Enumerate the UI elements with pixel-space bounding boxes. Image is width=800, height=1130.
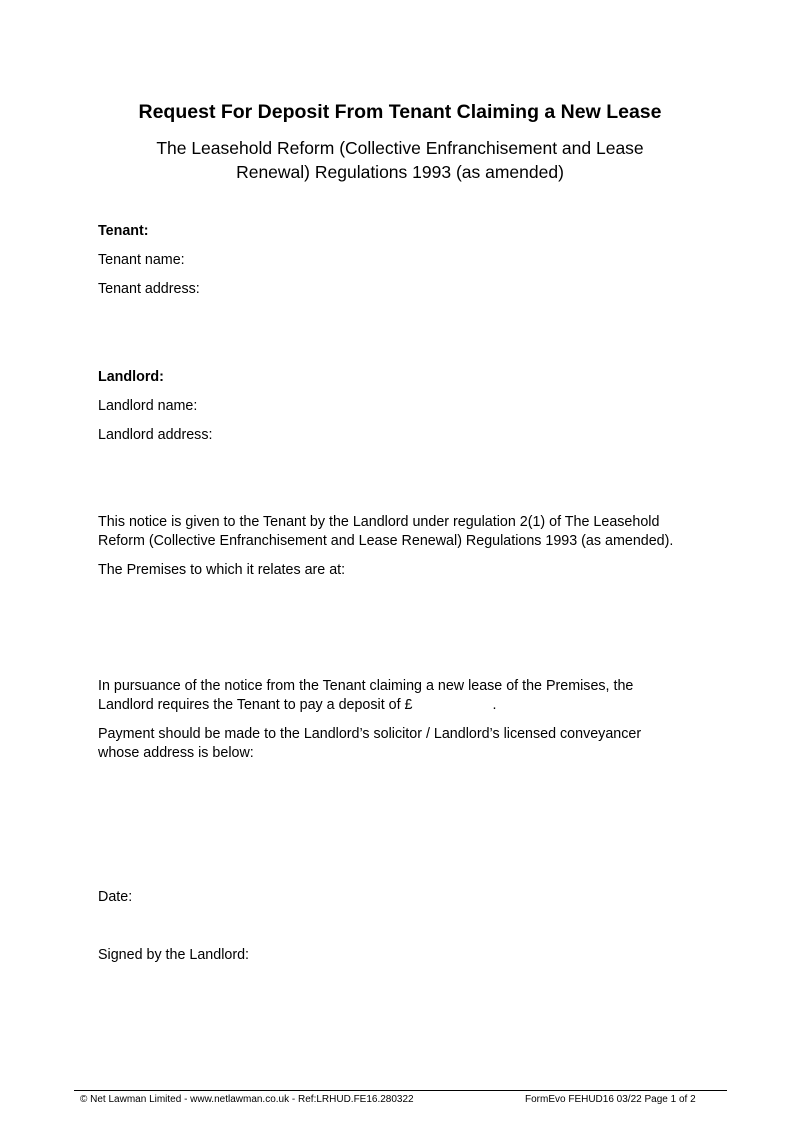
footer-copyright: © Net Lawman Limited - www.netlawman.co.uk - Ref:LRHUD.FE16.280322 — [80, 1094, 414, 1105]
payment-text-line-1: Payment should be made to the Landlord’s solicitor / Landlord’s licensed conveyancer — [98, 726, 642, 742]
deposit-amount-end: . — [492, 697, 497, 713]
date-label: Date: — [98, 889, 133, 905]
landlord-heading: Landlord: — [98, 369, 164, 385]
landlord-address-label: Landlord address: — [98, 427, 213, 443]
notice-text-line-1: This notice is given to the Tenant by the Landlord under regulation 2(1) of The Leasehold — [98, 514, 660, 530]
tenant-address-label: Tenant address: — [98, 281, 200, 297]
footer-divider — [74, 1090, 727, 1091]
tenant-heading: Tenant: — [98, 223, 149, 239]
landlord-name-label: Landlord name: — [98, 398, 198, 414]
deposit-text-line-1: In pursuance of the notice from the Tenant claiming a new lease of the Premises, the — [98, 678, 634, 694]
document-subtitle — [100, 136, 700, 184]
deposit-text-line-2 — [98, 696, 496, 715]
notice-text-line-2: Reform (Collective Enfranchisement and Lease Renewal) Regulations 1993 (as amended). — [98, 533, 674, 549]
deposit-amount-label: Landlord requires the Tenant to pay a deposit of £ — [98, 697, 413, 713]
subtitle-line-2: Renewal) Regulations 1993 (as amended) — [236, 162, 564, 182]
premises-label: The Premises to which it relates are at: — [98, 562, 346, 578]
payment-text-line-2: whose address is below: — [98, 745, 254, 761]
footer-page-info: FormEvo FEHUD16 03/22 Page 1 of 2 — [525, 1094, 696, 1105]
tenant-name-label: Tenant name: — [98, 252, 185, 268]
document-title: Request For Deposit From Tenant Claiming a New Lease — [138, 101, 662, 123]
subtitle-line-1: The Leasehold Reform (Collective Enfranchisement and Lease — [156, 138, 644, 158]
signed-by-landlord-label: Signed by the Landlord: — [98, 947, 250, 963]
